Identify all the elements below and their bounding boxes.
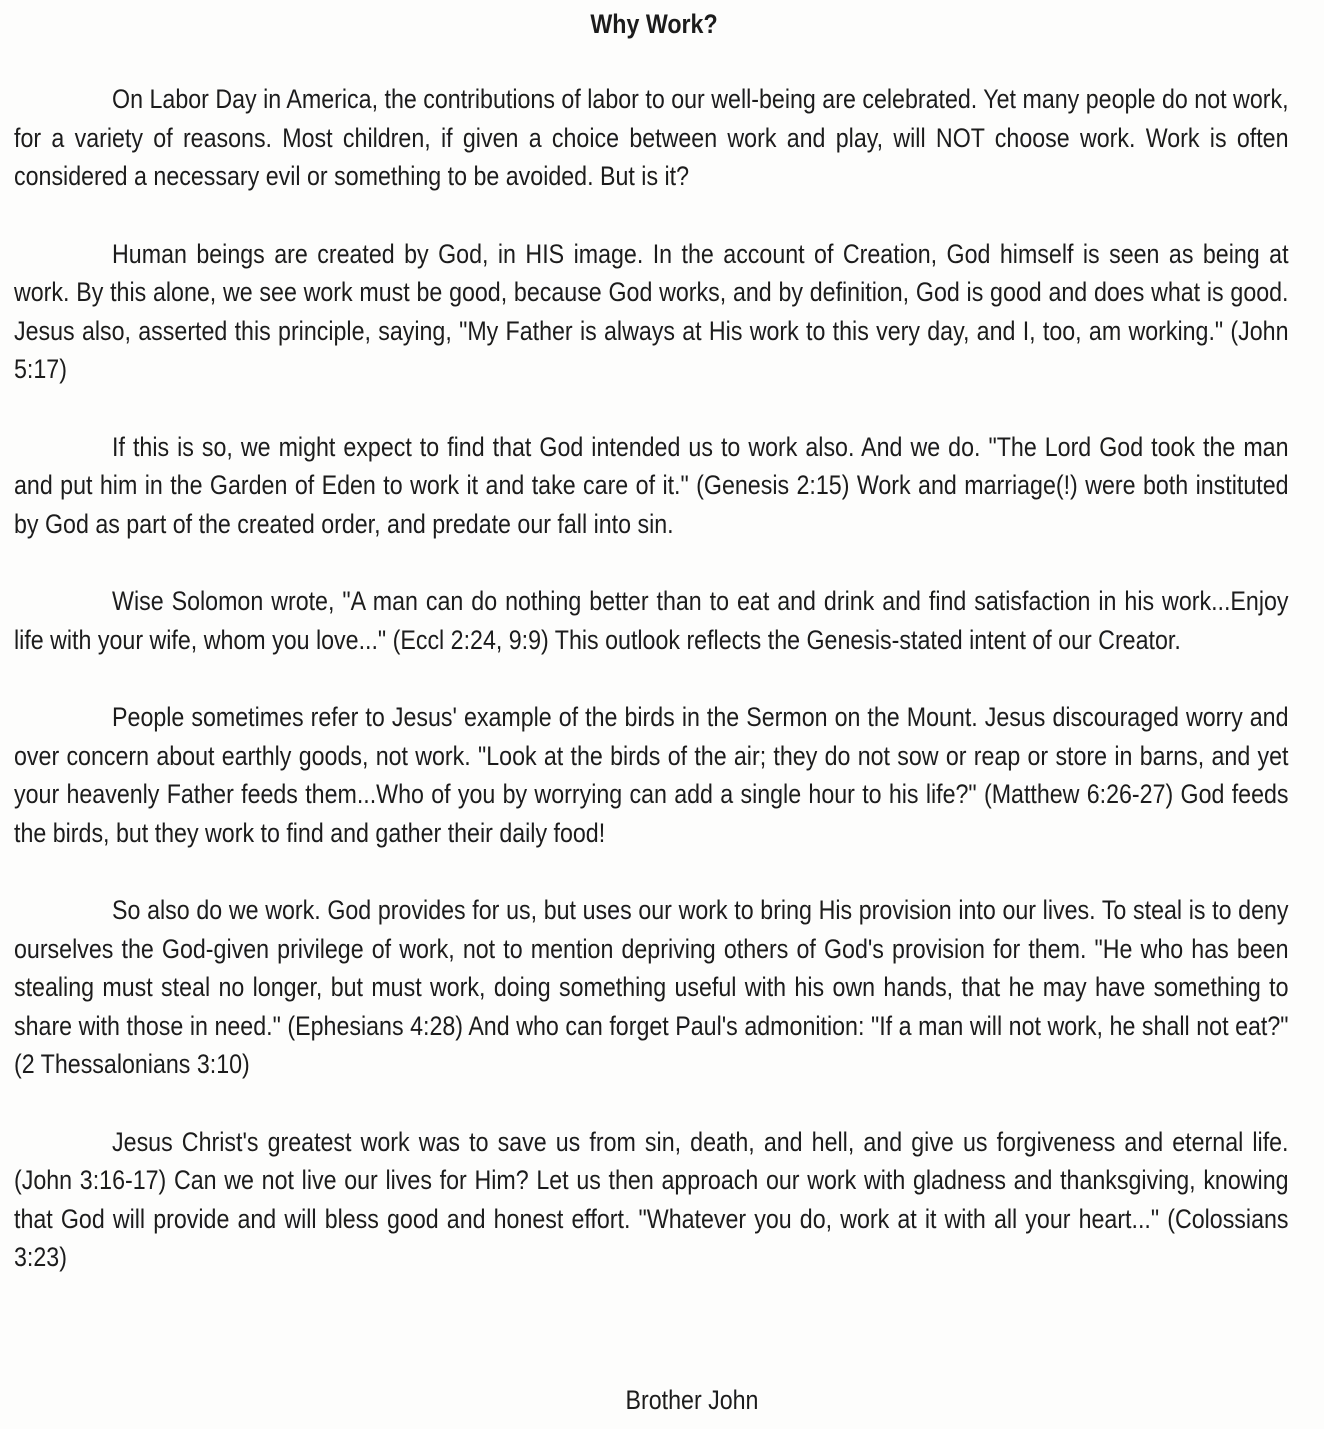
paragraph-birds-of-the-air: People sometimes refer to Jesus' example of the birds in the Sermon on the Mount. Jesus discouraged worry and over concern about earthly goods, not work. "Look at the birds of the air; they do not sow or reap or store in barns, and yet your heavenly Father feeds them...Who of you by worrying can add a single hour to his life?" (Matthew 6:26-27) God feeds the birds, but they work to find and gather their daily food! — [14, 702, 1289, 848]
paragraph-so-also-do-we-work: So also do we work. God provides for us, but uses our work to bring His provision into our lives. To steal is to deny ourselves the God-given privilege of work, not to mention depriving others of God's provision for them. "He who has been stealing must steal no longer, but must work, doing something useful with his own hands, that he may have something to share with those in need." (Ephesians 4:28) And who can forget Paul's admonition: "If a man will not work, he shall not eat?" (2 Thessalonians 3:10) — [14, 895, 1289, 1079]
paragraph-greatest-work: Jesus Christ's greatest work was to save us from sin, death, and hell, and give us forgiveness and eternal life. (John 3:16-17) Can we not live our lives for Him? Let us then approach our work with gladness and thanksgiving, knowing that God will provide and will bless good and honest effort. "Whatever you do, work at it with all your heart..." (Colossians 3:23) — [14, 1126, 1289, 1272]
paragraph-labor-day: On Labor Day in America, the contributions of labor to our well-being are celebrated. Yet many people do not work, for a variety of reasons. Most children, if given a choice between work and play, will NOT choose work. Work is often considered a necessary evil or something to be avoided. But is it? — [14, 84, 1289, 191]
document-title: Why Work? — [590, 9, 718, 39]
paragraph-wise-solomon: Wise Solomon wrote, "A man can do nothing better than to eat and drink and find satisfaction in his work...Enjoy life with your wife, whom you love..." (Eccl 2:24, 9:9) This outlook reflects the Genesis-stated intent of our Creator. — [14, 586, 1289, 655]
signature: Brother John — [625, 1385, 759, 1415]
paragraph-created-in-his-image: Human beings are created by God, in HIS image. In the account of Creation, God himself is seen as being at work. By this alone, we see work must be good, because God works, and by definition, God is good and does what is good. Jesus also, asserted this principle, saying, "My Father is always at His work to this very day, and I, too, am working." (John 5:17) — [14, 238, 1289, 384]
paragraph-garden-of-eden: If this is so, we might expect to find that God intended us to work also. And we do. "The Lord God took the man and put him in the Garden of Eden to work it and take care of it." (Genesis 2:15) Work and marriage(!) were both instituted by God as part of the created order, and predate our fall into sin. — [14, 431, 1289, 539]
document-body — [14, 80, 1289, 1316]
